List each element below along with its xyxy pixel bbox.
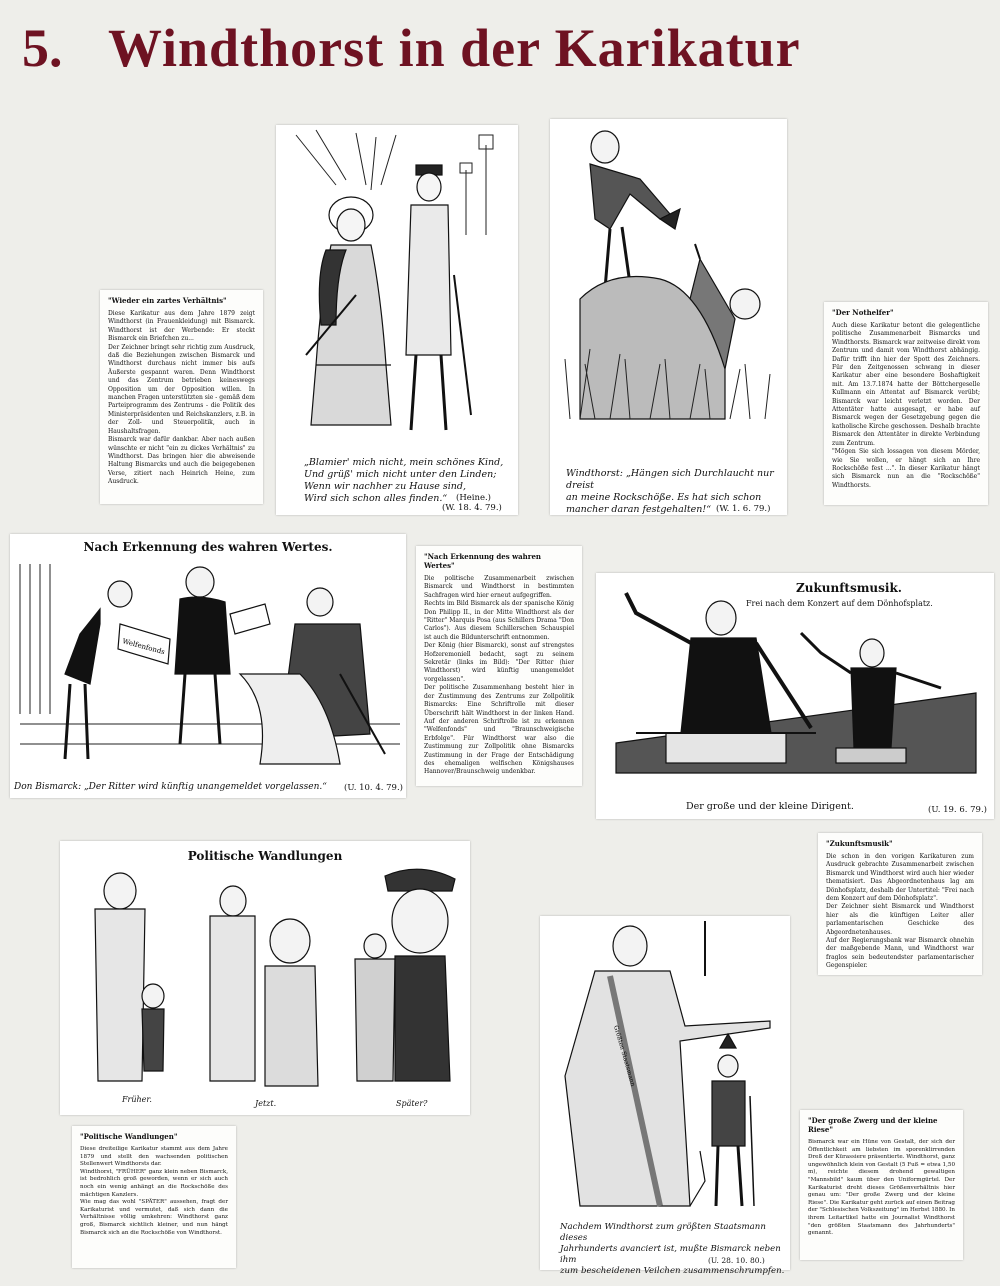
cartoon-wandlungen: [60, 841, 470, 1115]
cartoon-wandlungen-title: Politische Wandlungen: [187, 849, 343, 863]
text-wandlungen-body: Diese dreiteilige Karikatur stammt aus dem Jahre 1879 und stellt den wachsenden politischen Stellenwert Windthorsts dar. Windthorst, "FRÜHER" ganz klein neben Bismarck, ist bedrohlich groß geworden, wenn er sich auch noch ein wenig anhängt an die Rockschöße des mächtigen Kanzlers. Wie mag das wohl "SPÄTER" aussehen, fragt der Karikaturist und vermutet, daß sich dann die Verhältnisse völlig umkehren: Windthorst ganz groß, Bismarck sichtlich kleiner, und nun hängt Bismarck sich an die Rockschöße von Windthorst.: [80, 1146, 228, 1236]
text-wandlungen: [72, 1126, 236, 1268]
cartoon-nothelfer: [550, 119, 787, 515]
cartoon-zukunft: [596, 573, 994, 819]
cartoon-wertes: [10, 534, 406, 798]
text-verhaeltnis-body: Diese Karikatur aus dem Jahre 1879 zeigt Windthorst (in Frauenkleidung) mit Bismarck. Windthorst ist der Werbende: Er steckt Bismarck ein Briefchen zu... Der Zeichner bringt sehr richtig zum Ausdruck, daß die Beziehungen zwischen Bismarck und Windthorst durchaus nicht immer bis aufs Äußerste gespannt waren. Denn Windthorst und das Zentrum betrieben keineswegs Opposition um der Opposition willen. In manchen Fragen unterstützten sie - gemäß dem Parteiprogramm des Zentrums - die Politik des Ministerpräsidenten und Reichskanzlers, z.B. in der Zoll- und Steuerpolitik, auch in Haushaltsfragen. Bismarck war dafür dankbar. Aber nach außen wünschte er nicht "ein zu dickes Verhältnis" zu Windthorst. Das bringen hier die abweisende Haltung Bismarcks und auch die beigegebenen Verse, zitiert nach Heinrich Heine, zum Ausdruck.: [108, 310, 255, 486]
text-riese-heading: "Der große Zwerg und der kleine Riese": [808, 1116, 938, 1134]
cartoon-riese: [540, 916, 790, 1276]
cartoon-verhaeltnis-ref: (W. 18. 4. 79.): [442, 503, 502, 513]
text-wertes-body: Die politische Zusammenarbeit zwischen Bismarck und Windthorst in bestimmten Sachfragen wird hier erneut aufgegriffen. Rechts im Bild Bismarck als der spanische König Don Philipp II., in der Mitte Windthorst als der "Ritter" Marquis Posa (aus Schillers Drama "Don Carlos"). Aus diesem Schillerschen Schauspiel ist auch die Bildunterschrift entnommen. Der König (hier Bismarck), sonst auf strengstes Hofzeremoniell bedacht, sagt zu seinem Sekretär (links im Bild): "Der Ritter (hier Windthorst) wird künftig unangemeldet vorgelassen". Der politische Zusammenhang besteht hier in der Zustimmung des Zentrums zur Zollpolitik Bismarcks: Eine Schriftrolle mit dieser Überschrift hält Windthorst in der linken Hand. Auf der anderen Schriftrolle ist zu erkennen "Welfenfonds" und "Braunschweigische Erbfolge". Für Windthorst war also die Zustimmung zur Zollpolitik ohne Bismarcks Zustimmung in der Frage der Entschädigung des ehemaligen welfischen Königshauses Hannover/Braunschweig undenkbar.: [424, 575, 574, 776]
section-number: 5.: [22, 18, 63, 78]
cartoon-wandlungen-drawing: [60, 841, 470, 1091]
text-nothelfer-heading: "Der Nothelfer": [832, 308, 894, 317]
text-zukunft-body: Die schon in den vorigen Karikaturen zum Ausdruck gebrachte Zusammenarbeit zwischen Bismarck und Windthorst wird auch hier wieder thematisiert. Das Abgeordnetenhaus lag am Dönhofsplatz, deshalb der Untertitel: "Frei nach dem Konzert auf dem Dönhofsplatz". Der Zeichner sieht Bismarck und Windthorst hier als die künftigen Leiter aller parlamentarischen Geschicke des Abgeordnetenhauses. Auf der Regierungsbank war Bismarck ohnehin der maßgebende Mann, und Windthorst war fraglos sein bedeutendster parlamentarischer Gegenspieler.: [826, 853, 974, 970]
cartoon-zukunft-drawing: [596, 573, 994, 783]
cartoon-zukunft-caption: Der große und der kleine Dirigent.: [686, 801, 854, 812]
text-riese: [800, 1110, 963, 1260]
cartoon-riese-caption: Nachdem Windthorst zum größten Staatsmann dieses Jahrhunderts avanciert ist, mußte Bismarck neben ihm zum bescheidenen Veilchen zusammenschrumpfen.: [560, 1222, 785, 1276]
wandlungen-label-frueher: Früher.: [122, 1095, 152, 1104]
cartoon-riese-sash: Größten Staatsmann: [612, 1024, 637, 1088]
cartoon-zukunft-title: Zukunftsmusik.: [796, 581, 902, 595]
cartoon-wertes-scroll-label: Welfenfonds: [121, 637, 166, 657]
cartoon-wertes-title: Nach Erkennung des wahren Wertes.: [83, 540, 333, 554]
text-wandlungen-heading: "Politische Wandlungen": [80, 1132, 178, 1141]
cartoon-verhaeltnis-attribution: (Heine.): [456, 493, 492, 503]
text-riese-body: Bismarck war ein Hüne von Gestalt, der sich der Öffentlichkeit am liebsten im sporenklirrenden Dreß der Kürassiere präsentierte. Windthorst, ganz ungewöhnlich klein von Gestalt (5 Fuß = etwa 1,50 m), reichte diesem drohend gewaltigen "Mannsbild" kaum über den Uniformgürtel. Der Karikaturist dreht dieses Größenverhältnis hier genau um: "Der große Zwerg und der kleine Riese". Die Karikatur geht zurück auf einen Beitrag der "Schlesischen Volkszeitung" im Herbst 1880. In ihrem Leitartikel hatte ein Journalist Windthorst "den größten Staatsmann des Jahrhunderts" genannt.: [808, 1139, 955, 1237]
cartoon-riese-ref: (U. 28. 10. 80.): [708, 1256, 765, 1265]
text-wertes: [416, 546, 582, 786]
cartoon-verhaeltnis: [276, 125, 518, 515]
cartoon-nothelfer-drawing: [550, 119, 787, 464]
wandlungen-label-spaeter: Später?: [396, 1099, 428, 1108]
cartoon-riese-drawing: [540, 916, 790, 1216]
cartoon-verhaeltnis-drawing: [276, 125, 518, 445]
text-nothelfer: [824, 302, 988, 505]
wandlungen-label-jetzt: Jetzt.: [255, 1099, 277, 1108]
text-nothelfer-body: Auch diese Karikatur betont die gelegentliche politische Zusammenarbeit Bismarcks und Windthorsts. Bismarck war zeitweise direkt vom Zentrum und damit vom Windthorst abhängig. Dafür trifft ihn hier der Spott des Zeichners. Für den Zeitgenossen schwang in dieser Karikatur aber eine besondere Boshaftigkeit mit. Am 13.7.1874 hatte der Böttchergeselle Kullmann ein Attentat auf Bismarck verübt; Bismarck war leicht verletzt worden. Der Attentäter hatte ausgesagt, er habe auf Bismarck wegen der Gesetzgebung gegen die katholische Kirche geschossen. Deshalb brachte Bismarck den Attentäter in direkte Verbindung zum Zentrum. "Mögen Sie sich lossagen von diesem Mörder, wie Sie wollen, er hängt sich an Ihre Rockschöße fest ...". In dieser Karikatur hängt sich Bismarck nun an die "Rockschöße" Windthorsts.: [832, 322, 980, 489]
cartoon-zukunft-ref: (U. 19. 6. 79.): [928, 805, 987, 815]
page-title: Windthorst in der Karikatur: [108, 18, 801, 78]
cartoon-nothelfer-ref: (W. 1. 6. 79.): [716, 504, 771, 514]
cartoon-zukunft-subtitle: Frei nach dem Konzert auf dem Dönhofsplatz.: [746, 599, 933, 608]
cartoon-wertes-caption: Don Bismarck: „Der Ritter wird künftig unangemeldet vorgelassen.“: [14, 782, 327, 792]
cartoon-wertes-drawing: [10, 554, 406, 794]
text-verhaeltnis: [100, 290, 263, 504]
text-zukunft: [818, 833, 982, 975]
text-wertes-heading: "Nach Erkennung des wahren Wertes": [424, 552, 541, 570]
text-verhaeltnis-heading: "Wieder ein zartes Verhältnis": [108, 296, 227, 305]
cartoon-verhaeltnis-caption: „Blamier' mich nicht, mein schönes Kind, Und grüß' mich nicht unter den Linden; Wenn wir nachher zu Hause sind, Wird sich schon alles finden.“: [304, 457, 504, 504]
cartoon-nothelfer-caption: Windthorst: „Hängen sich Durchlaucht nur dreist an meine Rockschöße. Es hat sich schon mancher daran festgehalten!“: [566, 468, 774, 515]
cartoon-wertes-ref: (U. 10. 4. 79.): [344, 783, 403, 793]
text-zukunft-heading: "Zukunftsmusik": [826, 839, 893, 848]
